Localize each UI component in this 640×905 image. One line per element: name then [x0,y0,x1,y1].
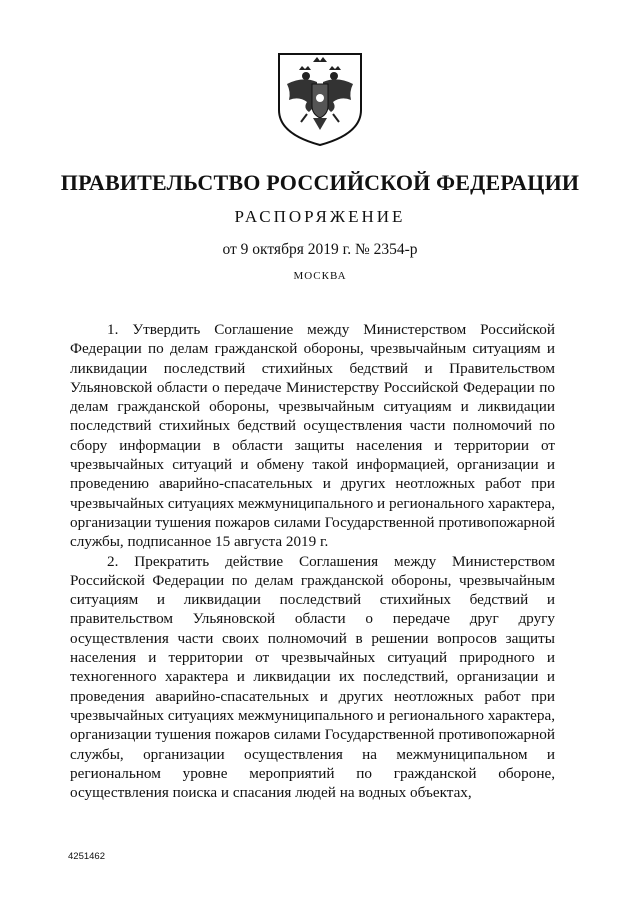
organization-title: ПРАВИТЕЛЬСТВО РОССИЙСКОЙ ФЕДЕРАЦИИ [60,170,580,195]
document-code: 4251462 [68,851,105,862]
paragraph-2: 2. Прекратить действие Соглашения между Министерством Российской Федерации по делам гражданской обороны, чрезвычайным ситуациям и ликвидации последствий стихийных бедствий и правительством Ульяновской области о передаче друг другу осуществления части своих полномочий в решении вопросов защиты населения и территории от чрезвычайных ситуаций природного и техногенного характера и ликвидации их последствий, организации и проведения аварийно-спасательных и других неотложных работ при чрезвычайных ситуациях межмуниципального и регионального характера, организации тушения пожаров силами Государственной противопожарной службы, организации осуществления на межмуниципальном и региональном уровне мероприятий по гражданской обороне, осуществления поиска и спасания людей на водных объектах, [70,552,555,802]
date-and-number: от 9 октября 2019 г. № 2354-р [222,241,418,258]
city: МОСКВА [293,270,347,282]
document-type: РАСПОРЯЖЕНИЕ [234,207,406,226]
coat-of-arms-icon [273,48,367,148]
paragraph-1: 1. Утвердить Соглашение между Министерством Российской Федерации по делам гражданской обороны, чрезвычайным ситуациям и ликвидации последствий стихийных бедствий и Правительством Ульяновской области о передаче Министерству Российской Федерации по делам гражданской обороны, чрезвычайным ситуациям и ликвидации последствий стихийных бедствий осуществления части полномочий по сбору информации в области защиты населения и территории от чрезвычайных ситуаций и обмену такой информацией, организации и проведению аварийно-спасательных и других неотложных работ при чрезвычайных ситуациях межмуниципального и регионального характера, организации тушения пожаров силами Государственной противопожарной службы, подписанное 15 августа 2019 г. [70,321,555,551]
document-body [70,320,555,802]
